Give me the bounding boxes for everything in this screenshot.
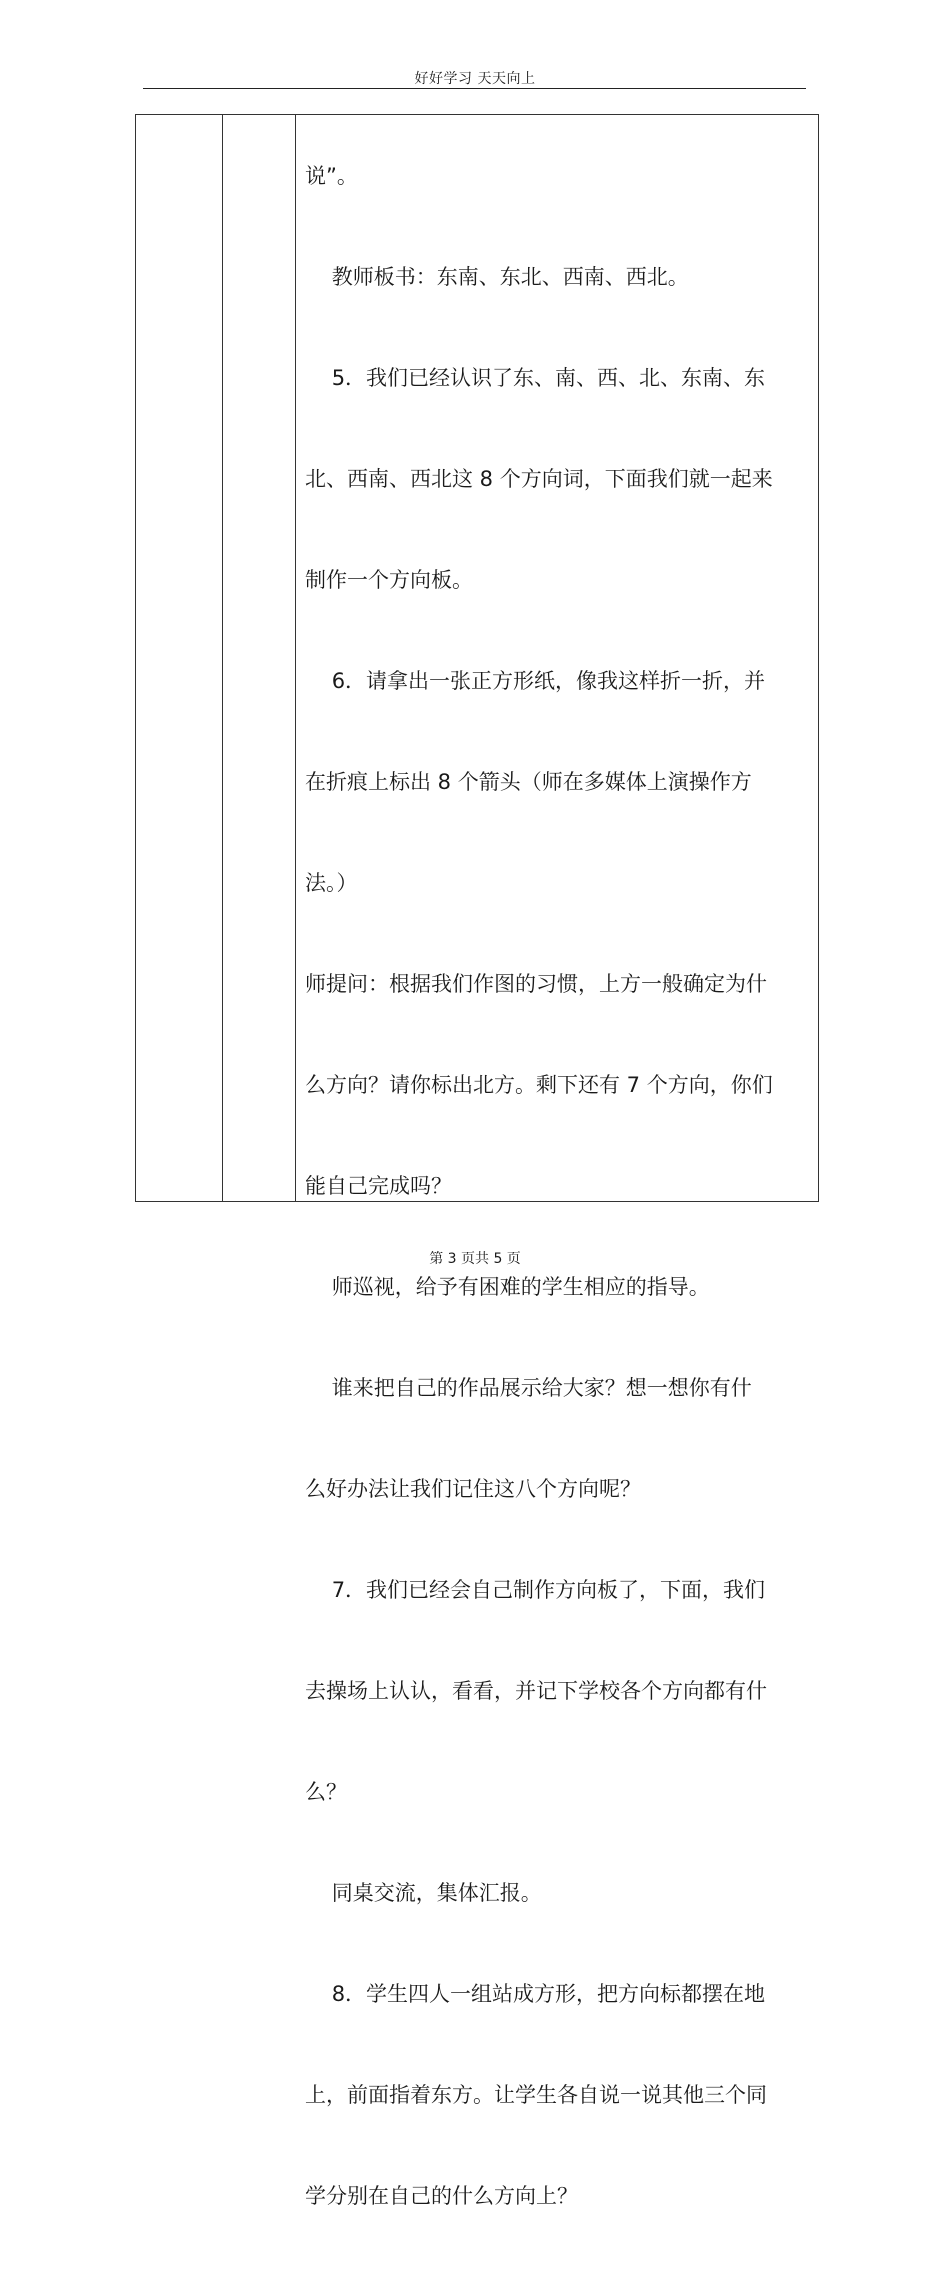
- text-line: 教师板书：东南、东北、西南、西北。: [305, 265, 689, 289]
- text-line: 说”。: [305, 164, 358, 188]
- table-column-divider-1: [222, 114, 223, 1202]
- text-line: 能自己完成吗？: [305, 1174, 452, 1198]
- text-line: 师巡视，给予有困难的学生相应的指导。: [305, 1275, 710, 1299]
- lesson-text: [305, 102, 811, 2271]
- text-line: 8．学生四人一组站成方形，把方向标都摆在地: [305, 1982, 766, 2006]
- text-line: 在折痕上标出 8 个箭头（师在多媒体上演操作方: [305, 770, 752, 794]
- text-line: 谁来把自己的作品展示给大家？想一想你有什: [305, 1376, 752, 1400]
- text-line: 法。）: [305, 871, 358, 895]
- text-line: 制作一个方向板。: [305, 568, 473, 592]
- text-line: 么？: [305, 1780, 347, 1804]
- text-line: 师提问：根据我们作图的习惯，上方一般确定为什: [305, 972, 767, 996]
- text-line: 7．我们已经会自己制作方向板了，下面，我们: [305, 1578, 766, 1602]
- text-line: 6．请拿出一张正方形纸，像我这样折一折，并: [305, 669, 766, 693]
- lesson-content-cell: [305, 102, 811, 2271]
- text-line: 北、西南、西北这 8 个方向词，下面我们就一起来: [305, 467, 773, 491]
- text-line: 同桌交流，集体汇报。: [305, 1881, 542, 1905]
- page-header: 好好学习 天天向上: [414, 71, 536, 87]
- text-line: 5．我们已经认识了东、南、西、北、东南、东: [305, 366, 766, 390]
- table-column-divider-2: [295, 114, 296, 1202]
- header-divider: [143, 88, 806, 89]
- text-line: 去操场上认认，看看，并记下学校各个方向都有什: [305, 1679, 767, 1703]
- page-number: 第 3 页共 5 页: [429, 1251, 521, 1267]
- text-line: 么方向？请你标出北方。剩下还有 7 个方向，你们: [305, 1073, 773, 1097]
- text-line: 学分别在自己的什么方向上？: [305, 2184, 578, 2208]
- text-line: 上，前面指着东方。让学生各自说一说其他三个同: [305, 2083, 767, 2107]
- text-line: 么好办法让我们记住这八个方向呢？: [305, 1477, 641, 1501]
